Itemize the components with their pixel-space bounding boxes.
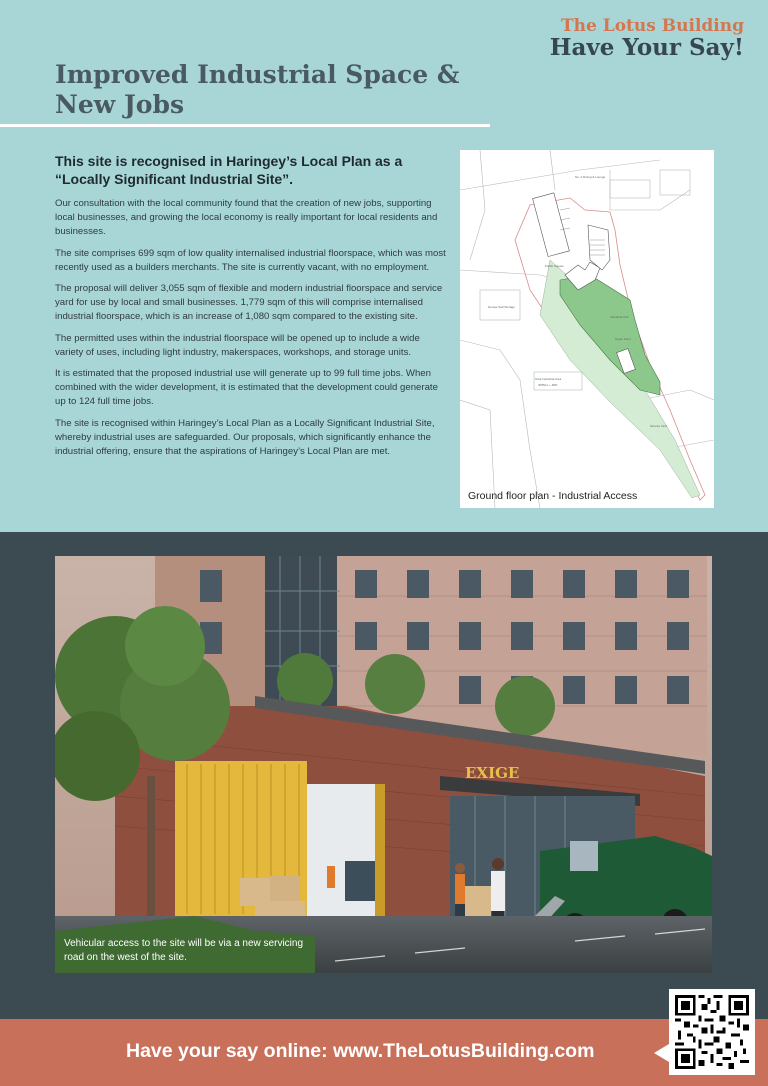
- lead-statement: This site is recognised in Haringey’s Local Plan as a “Locally Significant Industrial Site”.: [55, 153, 403, 187]
- body-text: [55, 197, 450, 466]
- render-illustration: [55, 556, 712, 973]
- svg-text:No. 2 Dining & Lounge: No. 2 Dining & Lounge: [575, 175, 606, 179]
- building-render: [55, 556, 712, 973]
- qr-code-icon[interactable]: [669, 989, 755, 1075]
- plan-caption: Ground floor plan - Industrial Access: [468, 490, 638, 502]
- svg-text:Industrial Unit: Industrial Unit: [610, 315, 629, 319]
- footer-website-text[interactable]: Have your say online: www.TheLotusBuilding.com: [126, 1040, 595, 1062]
- qr-pointer-icon: [654, 1044, 669, 1062]
- paragraph: It is estimated that the proposed industrial use will generate up to 99 full time jobs. When combined with the wider development, it is estimated that the development could generate up to 124 full time jobs.: [55, 368, 438, 408]
- page-title: Improved Industrial Space & New Jobs: [55, 60, 460, 119]
- svg-text:Upper Floor: Upper Floor: [615, 337, 631, 341]
- floor-plan-figure: [460, 150, 714, 508]
- svg-text:Total Industrial Area: Total Industrial Area: [535, 377, 562, 381]
- svg-text:Public Square: Public Square: [545, 264, 564, 268]
- svg-text:Service Yard: Service Yard: [650, 424, 667, 428]
- paragraph: The permitted uses within the industrial floorspace will be opened up to include a wide variety of uses, including light industry, makerspaces, workshops, and storage units.: [55, 332, 420, 358]
- paragraph: Our consultation with the local community found that the creation of new jobs, supporting local businesses, and growing the local economy is really important for local residents and businesses.: [55, 198, 438, 238]
- title-divider: [0, 124, 490, 127]
- qr-code-graphic: [675, 995, 749, 1069]
- paragraph: The site comprises 699 sqm of low quality internalised industrial floorspace, which was most recently used as a builders merchants. The site is currently vacant, with no employment.: [55, 247, 446, 273]
- floor-plan-drawing: [460, 150, 714, 508]
- brand-name: The Lotus Building: [561, 16, 744, 36]
- svg-text:Homes Self Storage: Homes Self Storage: [488, 305, 515, 309]
- footer-banner: [0, 1019, 768, 1086]
- render-caption: Vehicular access to the site will be via a new servicing road on the west of the site.: [64, 938, 304, 963]
- render-signage: EXIGE: [465, 764, 520, 782]
- paragraph: The site is recognised within Haringey’s Local Plan as a Locally Significant Industrial Site, whereby industrial uses are safeguarded. Our proposals, which significantly enhance the industrial offering, ensure that the aspirations of Haringey’s Local Plan are met.: [55, 417, 435, 458]
- svg-text:3055m² + 48%: 3055m² + 48%: [538, 383, 558, 387]
- top-panel: [0, 0, 768, 532]
- paragraph: The proposal will deliver 3,055 sqm of flexible and modern industrial floorspace and service yard for use by local and small businesses. 1,779 sqm of this will comprise internalised industrial floorspace, which is an increase of 1,080 sqm compared to the existing site.: [55, 283, 443, 323]
- brand-tagline: Have Your Say!: [549, 34, 744, 61]
